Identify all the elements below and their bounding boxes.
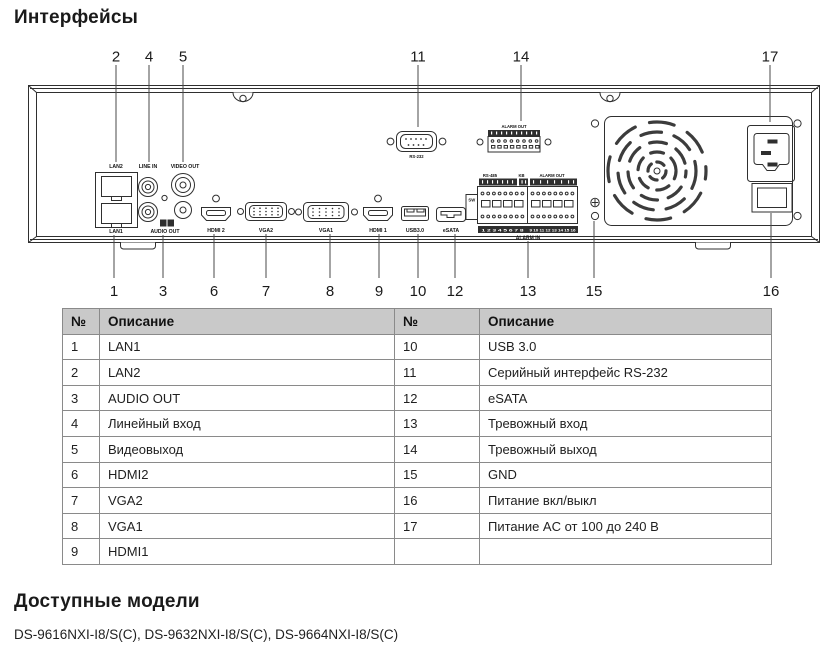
callouts-bottom xyxy=(110,213,780,300)
alarm-out-top-label: ALARM OUT xyxy=(501,124,527,129)
models-heading: Доступные модели xyxy=(14,591,200,612)
callout-number: 15 xyxy=(585,283,603,300)
row-description-cell: GND xyxy=(480,462,772,488)
panel-screw xyxy=(794,120,801,127)
table-row xyxy=(63,436,772,462)
vga1-port xyxy=(296,203,358,235)
alarm-out-label: ALARM OUT xyxy=(539,173,565,178)
panel-screw xyxy=(162,195,167,200)
row-number-cell xyxy=(395,539,480,565)
row-number-cell: 5 xyxy=(63,436,100,462)
callout-number: 16 xyxy=(762,283,780,300)
mount-notch xyxy=(233,93,253,102)
callout-number: 9 xyxy=(374,283,384,300)
row-number-cell: 3 xyxy=(63,385,100,411)
row-number-cell: 4 xyxy=(63,411,100,437)
column-header-desc-right: Описание xyxy=(480,309,772,335)
rs232-port xyxy=(387,132,446,160)
row-description-cell: Питание AC от 100 до 240 В xyxy=(480,513,772,539)
column-header-desc-left: Описание xyxy=(100,309,395,335)
rca-connectors xyxy=(139,164,201,235)
rs232-label: RS-232 xyxy=(409,154,424,159)
table-row xyxy=(63,360,772,386)
ground-screw xyxy=(591,198,599,206)
row-description-cell: USB 3.0 xyxy=(480,334,772,360)
row-description-cell: Линейный вход xyxy=(100,411,395,437)
psu-section xyxy=(591,117,801,226)
row-number-cell: 17 xyxy=(395,513,480,539)
fan-grille xyxy=(608,122,706,220)
callout-number: 12 xyxy=(446,283,464,300)
table-row xyxy=(63,488,772,514)
video-out-jack xyxy=(172,174,195,197)
esata-port xyxy=(437,208,466,235)
column-header-no-right: № xyxy=(395,309,480,335)
callout-number: 7 xyxy=(261,283,271,300)
row-description-cell: Питание вкл/выкл xyxy=(480,488,772,514)
interface-table-body xyxy=(63,334,772,564)
row-number-cell: 7 xyxy=(63,488,100,514)
callout-number: 6 xyxy=(209,283,219,300)
line-in-label: LINE IN xyxy=(138,164,158,170)
lan-ports xyxy=(96,164,138,235)
row-description-cell: HDMI2 xyxy=(100,462,395,488)
usb3-label: USB3.0 xyxy=(405,228,425,234)
table-row xyxy=(63,411,772,437)
row-number-cell: 12 xyxy=(395,385,480,411)
row-number-cell: 6 xyxy=(63,462,100,488)
terminal-block xyxy=(466,173,578,242)
rear-panel-diagram xyxy=(0,0,833,305)
audio-out-jack xyxy=(139,202,192,222)
hdmi2-label: HDMI 2 xyxy=(207,228,225,234)
hdmi2-port xyxy=(202,195,231,234)
callout-number: 8 xyxy=(325,283,335,300)
power-inlet xyxy=(748,126,795,182)
row-number-cell: 2 xyxy=(63,360,100,386)
callouts-top xyxy=(112,49,779,163)
callout-number: 11 xyxy=(410,48,426,66)
row-number-cell: 16 xyxy=(395,488,480,514)
audio-out-label: AUDIO OUT xyxy=(150,229,180,235)
vga2-label: VGA2 xyxy=(258,228,274,234)
video-out-label: VIDEO OUT xyxy=(170,164,200,170)
row-description-cell: LAN2 xyxy=(100,360,395,386)
panel-screw xyxy=(375,195,382,202)
power-switch xyxy=(752,184,792,213)
row-number-cell: 9 xyxy=(63,539,100,565)
row-description-cell: Тревожный вход xyxy=(480,411,772,437)
panel-screw xyxy=(213,195,220,202)
row-description-cell: VGA1 xyxy=(100,513,395,539)
table-row xyxy=(63,334,772,360)
hdmi1-port xyxy=(364,195,393,234)
vga1-label: VGA1 xyxy=(318,228,334,234)
row-description-cell xyxy=(480,539,772,565)
row-description-cell: eSATA xyxy=(480,385,772,411)
table-row xyxy=(63,462,772,488)
row-description-cell: AUDIO OUT xyxy=(100,385,395,411)
panel-screw xyxy=(591,120,598,127)
mount-notch xyxy=(600,93,620,102)
lan2-label: LAN2 xyxy=(109,164,123,170)
table-row xyxy=(63,513,772,539)
row-number-cell: 14 xyxy=(395,436,480,462)
callout-number: 4 xyxy=(144,48,154,66)
line-in-jack xyxy=(139,178,158,197)
row-description-cell: LAN1 xyxy=(100,334,395,360)
row-number-cell: 11 xyxy=(395,360,480,386)
row-number-cell: 15 xyxy=(395,462,480,488)
alarm-out-terminal xyxy=(477,124,551,152)
rs485-label: RS-485 xyxy=(482,173,498,178)
panel-screw xyxy=(591,212,598,219)
interfaces-table xyxy=(62,308,772,565)
kb-label: KB xyxy=(518,173,525,178)
callout-number: 1 xyxy=(109,283,119,300)
row-description-cell: HDMI1 xyxy=(100,539,395,565)
panel-screw xyxy=(794,212,801,219)
callout-number: 2 xyxy=(111,48,121,66)
hdmi1-label: HDMI 1 xyxy=(369,228,387,234)
row-description-cell: Тревожный выход xyxy=(480,436,772,462)
callout-number: 13 xyxy=(519,283,537,300)
row-number-cell: 13 xyxy=(395,411,480,437)
alarm-in-numbers-right: 9 10 11 12 13 14 15 16 xyxy=(529,228,576,233)
row-number-cell: 10 xyxy=(395,334,480,360)
models-list: DS-9616NXI-I8/S(C), DS-9632NXI-I8/S(C), DS-9664NXI-I8/S(C) xyxy=(14,627,399,642)
table-header-row xyxy=(63,309,772,335)
row-description-cell: VGA2 xyxy=(100,488,395,514)
alarm-in-numbers-left: 1 2 3 4 5 6 7 8 xyxy=(481,228,524,233)
alarm-in-label: ALARM IN xyxy=(515,235,541,242)
callout-number: 10 xyxy=(409,283,427,300)
page-title: Интерфейсы xyxy=(14,7,139,28)
lan1-label: LAN1 xyxy=(109,229,123,235)
table-row xyxy=(63,539,772,565)
vga2-port xyxy=(238,203,295,235)
callout-number: 5 xyxy=(178,48,188,66)
esata-label: eSATA xyxy=(442,228,460,234)
row-description-cell: Видеовыход xyxy=(100,436,395,462)
callout-number: 17 xyxy=(761,48,779,66)
callout-number: 3 xyxy=(158,283,168,300)
callout-number: 14 xyxy=(512,48,530,66)
chassis-foot xyxy=(121,243,156,250)
row-description-cell: Серийный интерфейс RS-232 xyxy=(480,360,772,386)
row-number-cell: 1 xyxy=(63,334,100,360)
table-row xyxy=(63,385,772,411)
chassis-foot xyxy=(696,243,731,250)
sw-label: SW xyxy=(468,197,476,203)
usb3-port xyxy=(402,207,429,235)
column-header-no-left: № xyxy=(63,309,100,335)
row-number-cell: 8 xyxy=(63,513,100,539)
